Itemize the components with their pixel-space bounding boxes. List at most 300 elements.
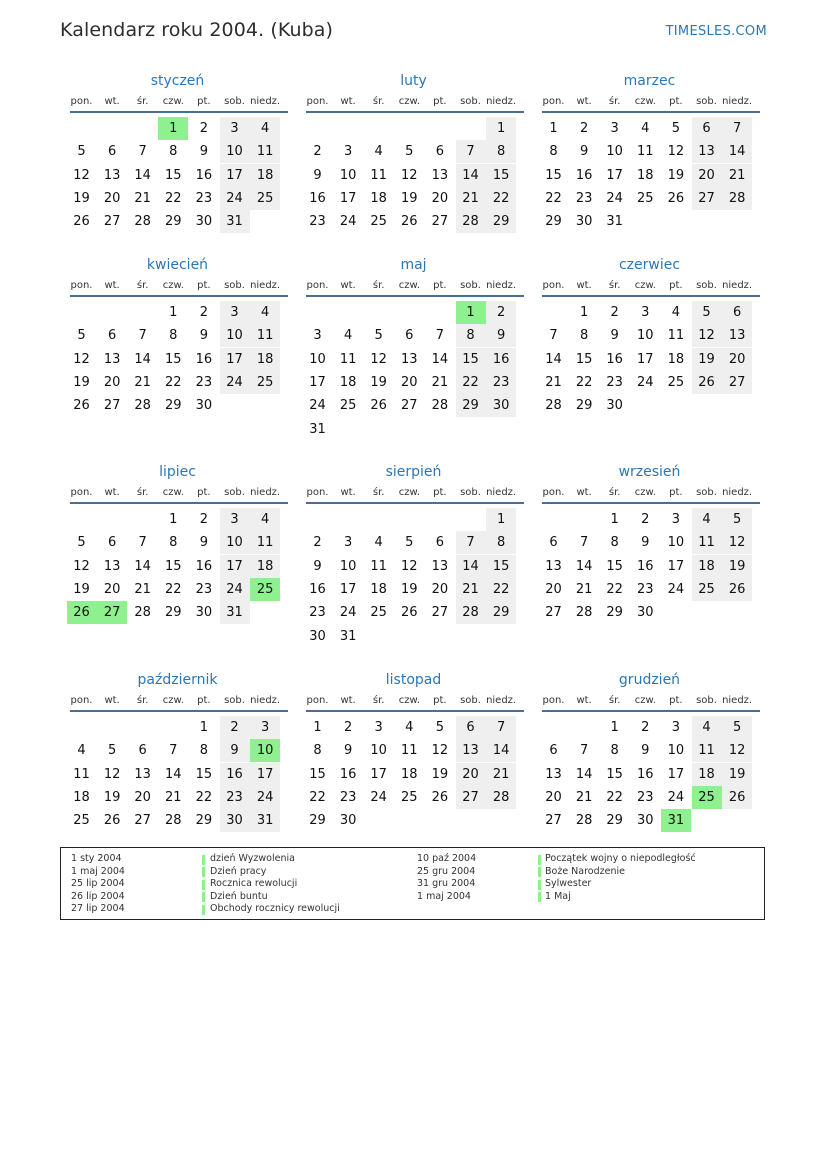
day-cell: 21 [134,190,151,206]
day-cell: 11 [370,167,387,183]
weekday-label: wt. [104,487,120,498]
weekday-label: wt. [104,96,120,107]
day-cell: 25 [692,578,722,601]
legend-color-marker [202,905,205,915]
day-cell: 4 [343,328,353,344]
day-cell: 28 [456,601,486,624]
day-cell: 28 [575,813,593,829]
month-name: wrzesień [618,464,681,480]
weekday-label: pon. [70,96,93,107]
weekday-label: niedz. [722,280,753,291]
holiday-legend [60,847,765,920]
day-cell: 20 [103,581,121,597]
day-cell: 7 [722,117,752,140]
day-cell: 14 [456,555,486,578]
weekday-label: sob. [696,96,717,107]
day-cell: 6 [107,328,117,344]
day-cell: 9 [220,739,250,762]
day-cell: 25 [401,789,418,805]
day-cell: 26 [370,398,387,414]
legend-holiday-name: dzień Wyzwolenia [210,853,295,864]
day-cell: 7 [579,535,589,551]
day-cell: 1 [199,720,209,735]
day-cell: 19 [73,190,90,206]
day-cell: 12 [73,351,90,367]
legend-date: 1 maj 2004 [71,865,125,877]
legend-color-marker [202,892,205,902]
day-cell: 2 [220,716,250,739]
day-cell: 15 [456,348,486,371]
day-cell: 25 [370,214,387,230]
day-cell: 12 [667,144,685,160]
day-cell: 5 [722,716,752,739]
day-cell: 9 [486,324,516,347]
day-cell: 24 [250,786,280,809]
day-cell: 29 [309,813,326,829]
day-cell: 22 [606,789,623,805]
day-cell: 26 [73,398,90,414]
day-cell: 13 [692,140,722,163]
day-cell: 15 [165,351,182,367]
month-6 [66,463,289,653]
day-cell: 28 [722,187,752,210]
day-cell: 8 [579,328,589,344]
holiday-day-cell: 10 [250,739,280,762]
weekday-label: pt. [669,96,683,107]
month-2 [538,72,761,262]
day-cell: 18 [250,348,280,371]
day-cell: 16 [637,766,654,782]
weekday-label: śr. [608,487,621,498]
day-cell: 26 [401,605,418,621]
weekday-label: sob. [224,695,245,706]
day-cell: 12 [103,766,121,782]
day-cell: 1 [579,305,589,320]
day-cell: 19 [431,766,449,782]
day-cell: 24 [606,190,623,206]
day-cell: 22 [575,374,593,390]
day-cell: 29 [165,214,182,230]
day-cell: 2 [199,512,209,527]
weekday-label: pt. [197,280,211,291]
day-cell: 22 [486,187,516,210]
weekday-label: śr. [136,96,149,107]
day-cell: 15 [606,766,623,782]
day-cell: 26 [722,578,752,601]
day-cell: 19 [667,167,685,183]
day-cell: 8 [313,743,322,759]
legend-color-marker [202,867,205,877]
day-cell: 30 [575,214,593,230]
day-cell: 31 [220,210,250,233]
day-cell: 10 [339,167,357,183]
day-cell: 6 [435,144,445,160]
brand-link[interactable]: TIMESLES.COM [665,24,767,39]
day-cell: 25 [73,813,90,829]
weekday-label: sob. [696,487,717,498]
day-cell: 16 [309,581,326,597]
month-4 [302,256,525,446]
month-9 [66,671,289,861]
weekday-label: sob. [460,695,481,706]
day-cell: 9 [199,535,209,551]
day-cell: 11 [637,144,654,160]
day-cell: 4 [77,743,86,759]
weekday-label: sob. [224,280,245,291]
day-cell: 9 [199,328,209,344]
day-cell: 24 [637,374,654,390]
day-cell: 14 [134,167,151,183]
weekday-label: pt. [433,487,447,498]
legend-color-marker [538,892,541,902]
legend-holiday-name: Dzień pracy [210,865,267,877]
day-cell: 14 [134,558,151,574]
month-10 [302,671,525,861]
day-cell: 18 [339,374,357,390]
weekday-label: niedz. [250,695,281,706]
day-cell: 14 [575,558,593,574]
day-cell: 7 [456,531,486,554]
weekday-label: pon. [542,695,565,706]
weekday-label: pt. [669,280,683,291]
weekday-label: niedz. [486,487,517,498]
day-cell: 31 [606,214,623,230]
day-cell: 2 [199,305,209,320]
day-cell: 1 [486,117,516,140]
day-cell: 24 [220,371,250,394]
month-11 [538,671,761,861]
day-cell: 12 [401,558,418,574]
day-cell: 20 [456,763,486,786]
day-cell: 29 [606,813,623,829]
day-cell: 25 [339,398,357,414]
legend-holiday-name: Rocznica rewolucji [210,878,298,890]
day-cell: 2 [199,121,209,136]
day-cell: 7 [169,743,178,759]
day-cell: 19 [401,581,418,597]
weekday-label: wt. [576,280,592,291]
day-cell: 12 [73,167,90,183]
day-cell: 23 [637,789,654,805]
day-cell: 31 [250,809,280,832]
day-cell: 28 [456,210,486,233]
holiday-day-cell: 26 [67,601,97,624]
weekday-label: czw. [398,487,420,498]
day-cell: 29 [486,601,516,624]
day-cell: 21 [431,374,449,390]
weekday-label: czw. [634,487,656,498]
day-cell: 27 [431,605,449,621]
day-cell: 6 [549,743,558,759]
day-cell: 5 [107,743,117,759]
day-cell: 14 [545,351,562,367]
day-cell: 18 [370,190,387,206]
legend-color-marker [202,855,205,865]
day-cell: 3 [220,117,250,140]
month-name: listopad [385,672,442,688]
weekday-label: wt. [104,695,120,706]
day-cell: 5 [722,508,752,531]
day-cell: 10 [339,558,357,574]
day-cell: 2 [313,535,322,551]
day-cell: 6 [692,117,722,140]
day-cell: 18 [73,789,90,805]
day-cell: 6 [549,535,558,551]
day-cell: 22 [309,789,326,805]
day-cell: 2 [579,121,589,136]
day-cell: 6 [405,328,414,344]
weekday-label: pon. [70,280,93,291]
day-cell: 30 [606,398,623,414]
day-cell: 16 [339,766,357,782]
day-cell: 18 [692,555,722,578]
day-cell: 27 [401,398,418,414]
day-cell: 28 [134,214,151,230]
day-cell: 1 [169,512,178,527]
weekday-label: niedz. [486,96,517,107]
day-cell: 12 [431,743,449,759]
weekday-label: wt. [340,280,356,291]
day-cell: 27 [431,214,449,230]
day-cell: 24 [309,398,326,414]
day-cell: 30 [195,214,213,230]
month-5 [538,256,761,446]
day-cell: 29 [545,214,562,230]
day-cell: 7 [486,716,516,739]
day-cell: 8 [199,743,209,759]
day-cell: 16 [195,351,213,367]
month-name: luty [400,73,427,89]
day-cell: 13 [722,324,752,347]
header-rule [306,710,524,712]
day-cell: 6 [107,144,117,160]
day-cell: 22 [195,789,213,805]
day-cell: 19 [370,374,387,390]
weekday-label: czw. [162,280,184,291]
weekday-label: czw. [398,280,420,291]
day-cell: 18 [370,581,387,597]
day-cell: 31 [309,421,326,437]
day-cell: 17 [220,555,250,578]
day-cell: 25 [637,190,654,206]
day-cell: 27 [134,813,151,829]
day-cell: 2 [641,720,650,735]
day-cell: 12 [73,558,90,574]
legend-color-marker [538,855,541,865]
day-cell: 28 [134,398,151,414]
weekday-label: niedz. [722,487,753,498]
day-cell: 21 [575,789,593,805]
legend-date: 1 maj 2004 [417,890,471,902]
day-cell: 4 [250,508,280,531]
month-name: marzec [623,73,676,89]
weekday-label: sob. [224,96,245,107]
day-cell: 7 [138,144,147,160]
day-cell: 14 [134,351,151,367]
month-name: czerwiec [618,257,681,273]
day-cell: 17 [606,167,623,183]
day-cell: 3 [220,508,250,531]
day-cell: 10 [220,531,250,554]
day-cell: 28 [575,605,593,621]
day-cell: 10 [606,144,623,160]
weekday-label: śr. [372,96,385,107]
day-cell: 15 [165,167,182,183]
day-cell: 7 [456,140,486,163]
day-cell: 23 [606,374,623,390]
day-cell: 1 [486,508,516,531]
day-cell: 20 [103,190,121,206]
day-cell: 11 [73,766,90,782]
weekday-label: pon. [306,280,329,291]
weekday-label: śr. [136,487,149,498]
day-cell: 25 [370,605,387,621]
day-cell: 15 [575,351,593,367]
day-cell: 17 [339,190,357,206]
header-rule [542,111,760,113]
day-cell: 14 [722,140,752,163]
day-cell: 2 [343,720,353,735]
weekday-label: czw. [634,96,656,107]
weekday-label: niedz. [486,280,517,291]
month-name: styczeń [150,73,205,89]
day-cell: 5 [692,301,722,324]
weekday-label: pt. [433,96,447,107]
day-cell: 30 [486,394,516,417]
day-cell: 26 [692,371,722,394]
day-cell: 10 [667,535,685,551]
day-cell: 16 [637,558,654,574]
day-cell: 13 [545,766,562,782]
day-cell: 20 [545,581,562,597]
weekday-label: wt. [576,695,592,706]
day-cell: 6 [435,535,445,551]
day-cell: 17 [220,348,250,371]
day-cell: 19 [73,374,90,390]
month-name: październik [137,672,218,688]
weekday-label: czw. [398,96,420,107]
day-cell: 27 [722,371,752,394]
day-cell: 20 [431,581,449,597]
day-cell: 21 [722,164,752,187]
day-cell: 11 [401,743,418,759]
weekday-label: sob. [460,487,481,498]
day-cell: 10 [667,743,685,759]
day-cell: 29 [195,813,213,829]
legend-holiday-name: Początek wojny o niepodległość [545,853,696,864]
day-cell: 16 [195,558,213,574]
day-cell: 18 [250,555,280,578]
day-cell: 15 [606,558,623,574]
day-cell: 4 [641,121,650,136]
legend-date: 1 sty 2004 [71,853,122,864]
day-cell: 17 [637,351,654,367]
day-cell: 27 [692,187,722,210]
day-cell: 18 [692,763,722,786]
weekday-label: pon. [306,695,329,706]
day-cell: 29 [486,210,516,233]
day-cell: 19 [103,789,121,805]
day-cell: 19 [692,348,722,371]
day-cell: 23 [575,190,593,206]
day-cell: 15 [195,766,213,782]
day-cell: 5 [671,121,681,136]
day-cell: 3 [220,301,250,324]
day-cell: 28 [486,786,516,809]
day-cell: 8 [610,535,619,551]
day-cell: 4 [692,716,722,739]
day-cell: 8 [549,144,558,160]
day-cell: 4 [250,117,280,140]
legend-date: 25 lip 2004 [71,878,125,890]
weekday-label: pon. [306,487,329,498]
header-rule [70,710,288,712]
day-cell: 20 [401,374,418,390]
day-cell: 4 [250,301,280,324]
day-cell: 26 [667,190,685,206]
header-rule [70,111,288,113]
day-cell: 11 [667,328,685,344]
weekday-label: śr. [608,280,621,291]
weekday-label: pon. [70,487,93,498]
day-cell: 7 [138,535,147,551]
day-cell: 15 [309,766,326,782]
day-cell: 6 [138,743,147,759]
weekday-label: śr. [372,280,385,291]
header-rule [542,710,760,712]
day-cell: 24 [667,789,685,805]
legend-date: 26 lip 2004 [71,890,125,902]
day-cell: 24 [370,789,387,805]
day-cell: 10 [637,328,654,344]
weekday-label: pt. [433,280,447,291]
header-rule [306,502,524,504]
day-cell: 14 [575,766,593,782]
header-rule [306,295,524,297]
weekday-label: wt. [340,487,356,498]
day-cell: 20 [431,190,449,206]
weekday-label: pt. [197,487,211,498]
day-cell: 9 [313,167,322,183]
weekday-label: pt. [197,695,211,706]
month-8 [538,463,761,653]
day-cell: 13 [545,558,562,574]
day-cell: 16 [575,167,593,183]
day-cell: 16 [195,167,213,183]
day-cell: 21 [165,789,182,805]
day-cell: 30 [195,398,213,414]
day-cell: 23 [220,786,250,809]
weekday-label: śr. [136,280,149,291]
day-cell: 11 [250,531,280,554]
day-cell: 27 [456,786,486,809]
day-cell: 5 [374,328,383,344]
day-cell: 24 [667,581,685,597]
day-cell: 18 [401,766,418,782]
day-cell: 1 [549,121,558,136]
day-cell: 8 [486,140,516,163]
legend-holiday-name: 1 Maj [545,890,571,902]
page-title: Kalendarz roku 2004. (Kuba) [60,19,334,41]
day-cell: 29 [606,605,623,621]
day-cell: 21 [456,187,486,210]
header-rule [306,111,524,113]
weekday-label: pt. [433,695,447,706]
day-cell: 23 [486,371,516,394]
day-cell: 2 [610,305,619,320]
day-cell: 30 [637,605,654,621]
day-cell: 30 [339,813,357,829]
